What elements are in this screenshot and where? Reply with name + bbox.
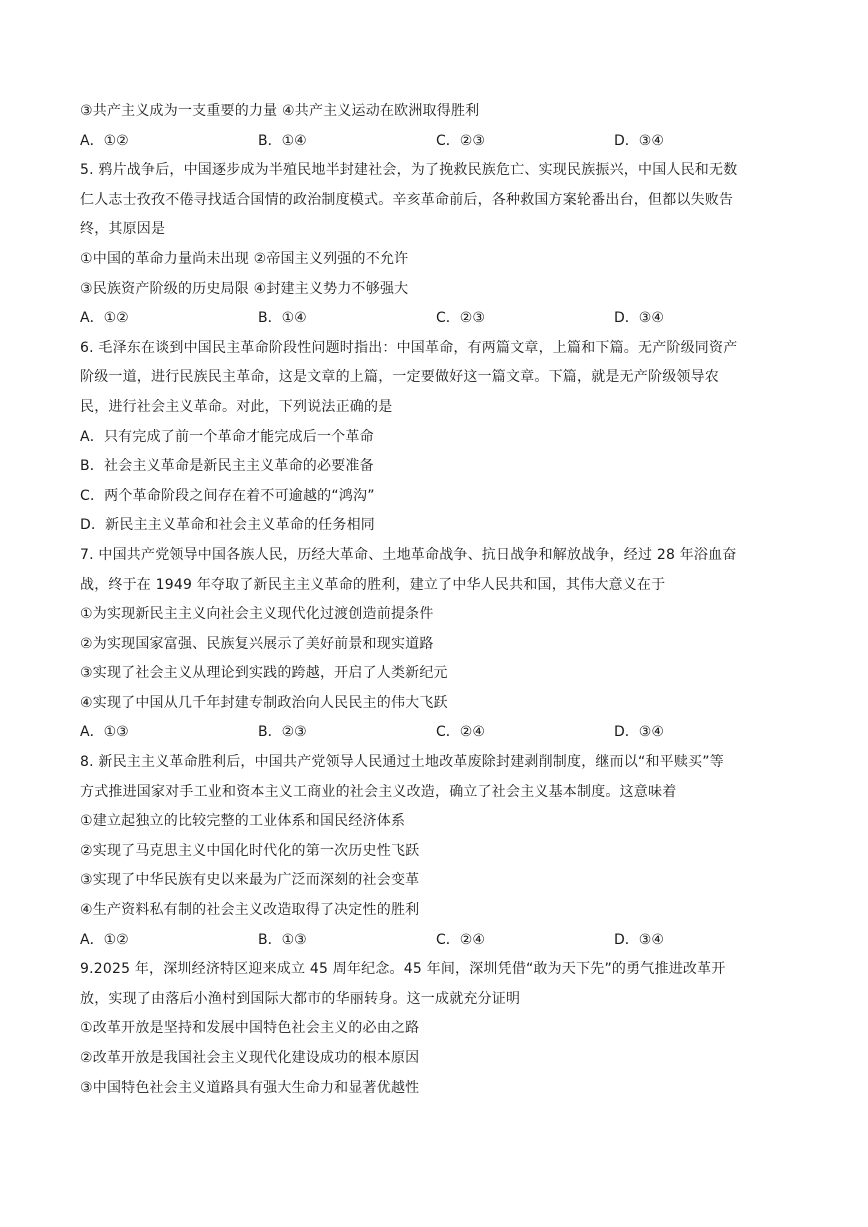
q8-option-c[interactable]: C．②④	[436, 931, 485, 948]
q6-choice-d[interactable]: D．新民主主义革命和社会主义革命的任务相同	[80, 517, 375, 534]
q4-option-a[interactable]: A．①②	[80, 132, 129, 149]
q5-option-c[interactable]: C．②③	[436, 310, 485, 327]
q4-options	[80, 131, 800, 161]
q5-option-a[interactable]: A．①②	[80, 310, 129, 327]
q8-option-b[interactable]: B．①③	[258, 931, 307, 948]
q7-option-b[interactable]: B．②③	[258, 724, 307, 741]
q4-statement-line: ③共产主义成为一支重要的力量 ④共产主义运动在欧洲取得胜利	[80, 103, 480, 119]
q7-option-c[interactable]: C．②④	[436, 724, 485, 741]
q7-statement-3: ③实现了社会主义从理论到实践的跨越，开启了人类新纪元	[80, 665, 448, 682]
q6-stem-line-3: 民，进行社会主义革命。对此，下列说法正确的是	[80, 398, 393, 415]
q9-stem-line-1: 9.2025 年，深圳经济特区迎来成立 45 周年纪念。45 年间，深圳凭借“敢为天下先”的勇气推进改革开	[80, 961, 726, 978]
q6-choice-b[interactable]: B．社会主义革命是新民主主义革命的必要准备	[80, 458, 374, 475]
q9-statement-3: ③中国特色社会主义道路具有强大生命力和显著优越性	[80, 1079, 420, 1096]
q8-stem-line-1: 8. 新民主主义革命胜利后，中国共产党领导人民通过土地改革废除封建剥削制度，继而以“和平赎买”等	[80, 754, 724, 771]
q8-statement-3: ③实现了中华民族有史以来最为广泛而深刻的社会变革	[80, 872, 420, 889]
q7-options	[80, 722, 800, 752]
q5-option-b[interactable]: B．①④	[258, 310, 307, 327]
q5-stem-line-2: 仁人志士孜孜不倦寻找适合国情的政治制度模式。辛亥革命前后，各种救国方案轮番出台，但都以失败告	[80, 191, 734, 208]
q7-stem-line-2: 战，终于在 1949 年夺取了新民主主义革命的胜利，建立了中华人民共和国，其伟大意义在于	[80, 576, 666, 593]
q8-stem-line-2: 方式推进国家对手工业和资本主义工商业的社会主义改造，确立了社会主义基本制度。这意味着	[80, 783, 677, 800]
q9-statement-1: ①改革开放是坚持和发展中国特色社会主义的必由之路	[80, 1020, 420, 1037]
q5-option-d[interactable]: D．③④	[614, 310, 664, 327]
q8-options	[80, 930, 800, 960]
q6-choice-a[interactable]: A．只有完成了前一个革命才能完成后一个革命	[80, 428, 374, 445]
q5-options	[80, 308, 800, 338]
q7-stem-line-1: 7. 中国共产党领导中国各族人民，历经大革命、土地革命战争、抗日战争和解放战争，经过 28 年浴血奋	[80, 546, 737, 563]
q4-option-d[interactable]: D．③④	[614, 132, 664, 149]
q6-stem-line-2: 阶级一道，进行民族民主革命，这是文章的上篇，一定要做好这一篇文章。下篇，就是无产阶级领导农	[80, 369, 719, 386]
q7-statement-2: ②为实现国家富强、民族复兴展示了美好前景和现实道路	[80, 635, 434, 652]
q9-statement-2: ②改革开放是我国社会主义现代化建设成功的根本原因	[80, 1050, 420, 1066]
q8-option-a[interactable]: A．①②	[80, 931, 129, 948]
q8-statement-2: ②实现了马克思主义中国化时代化的第一次历史性飞跃	[80, 842, 420, 859]
q5-stem-line-1: 5. 鸦片战争后，中国逐步成为半殖民地半封建社会，为了挽救民族危亡、实现民族振兴，中国人民和无数	[80, 162, 738, 179]
q5-statement-line-1: ①中国的革命力量尚未出现 ②帝国主义列强的不允许	[80, 250, 409, 267]
q8-statement-1: ①建立起独立的比较完整的工业体系和国民经济体系	[80, 813, 406, 830]
q8-option-d[interactable]: D．③④	[614, 931, 664, 948]
q7-option-d[interactable]: D．③④	[614, 724, 664, 741]
q6-stem-line-1: 6. 毛泽东在谈到中国民主革命阶段性问题时指出：中国革命，有两篇文章，上篇和下篇。无产阶级同资产	[80, 339, 738, 356]
q5-statement-line-2: ③民族资产阶级的历史局限 ④封建主义势力不够强大	[80, 280, 409, 297]
q5-stem-line-3: 终，其原因是	[80, 221, 166, 238]
q6-choice-c[interactable]: C．两个革命阶段之间存在着不可逾越的“鸿沟”	[80, 487, 375, 504]
q7-option-a[interactable]: A．①③	[80, 724, 129, 741]
q7-statement-1: ①为实现新民主主义向社会主义现代化过渡创造前提条件	[80, 606, 434, 623]
q9-stem-line-2: 放，实现了由落后小渔村到国际大都市的华丽转身。这一成就充分证明	[80, 990, 521, 1007]
q4-option-c[interactable]: C．②③	[436, 132, 485, 149]
q7-statement-4: ④实现了中国从几千年封建专制政治向人民民主的伟大飞跃	[80, 694, 448, 711]
q4-option-b[interactable]: B．①④	[258, 132, 307, 149]
q8-statement-4: ④生产资料私有制的社会主义改造取得了决定性的胜利	[80, 902, 420, 919]
exam-page	[80, 101, 800, 1107]
